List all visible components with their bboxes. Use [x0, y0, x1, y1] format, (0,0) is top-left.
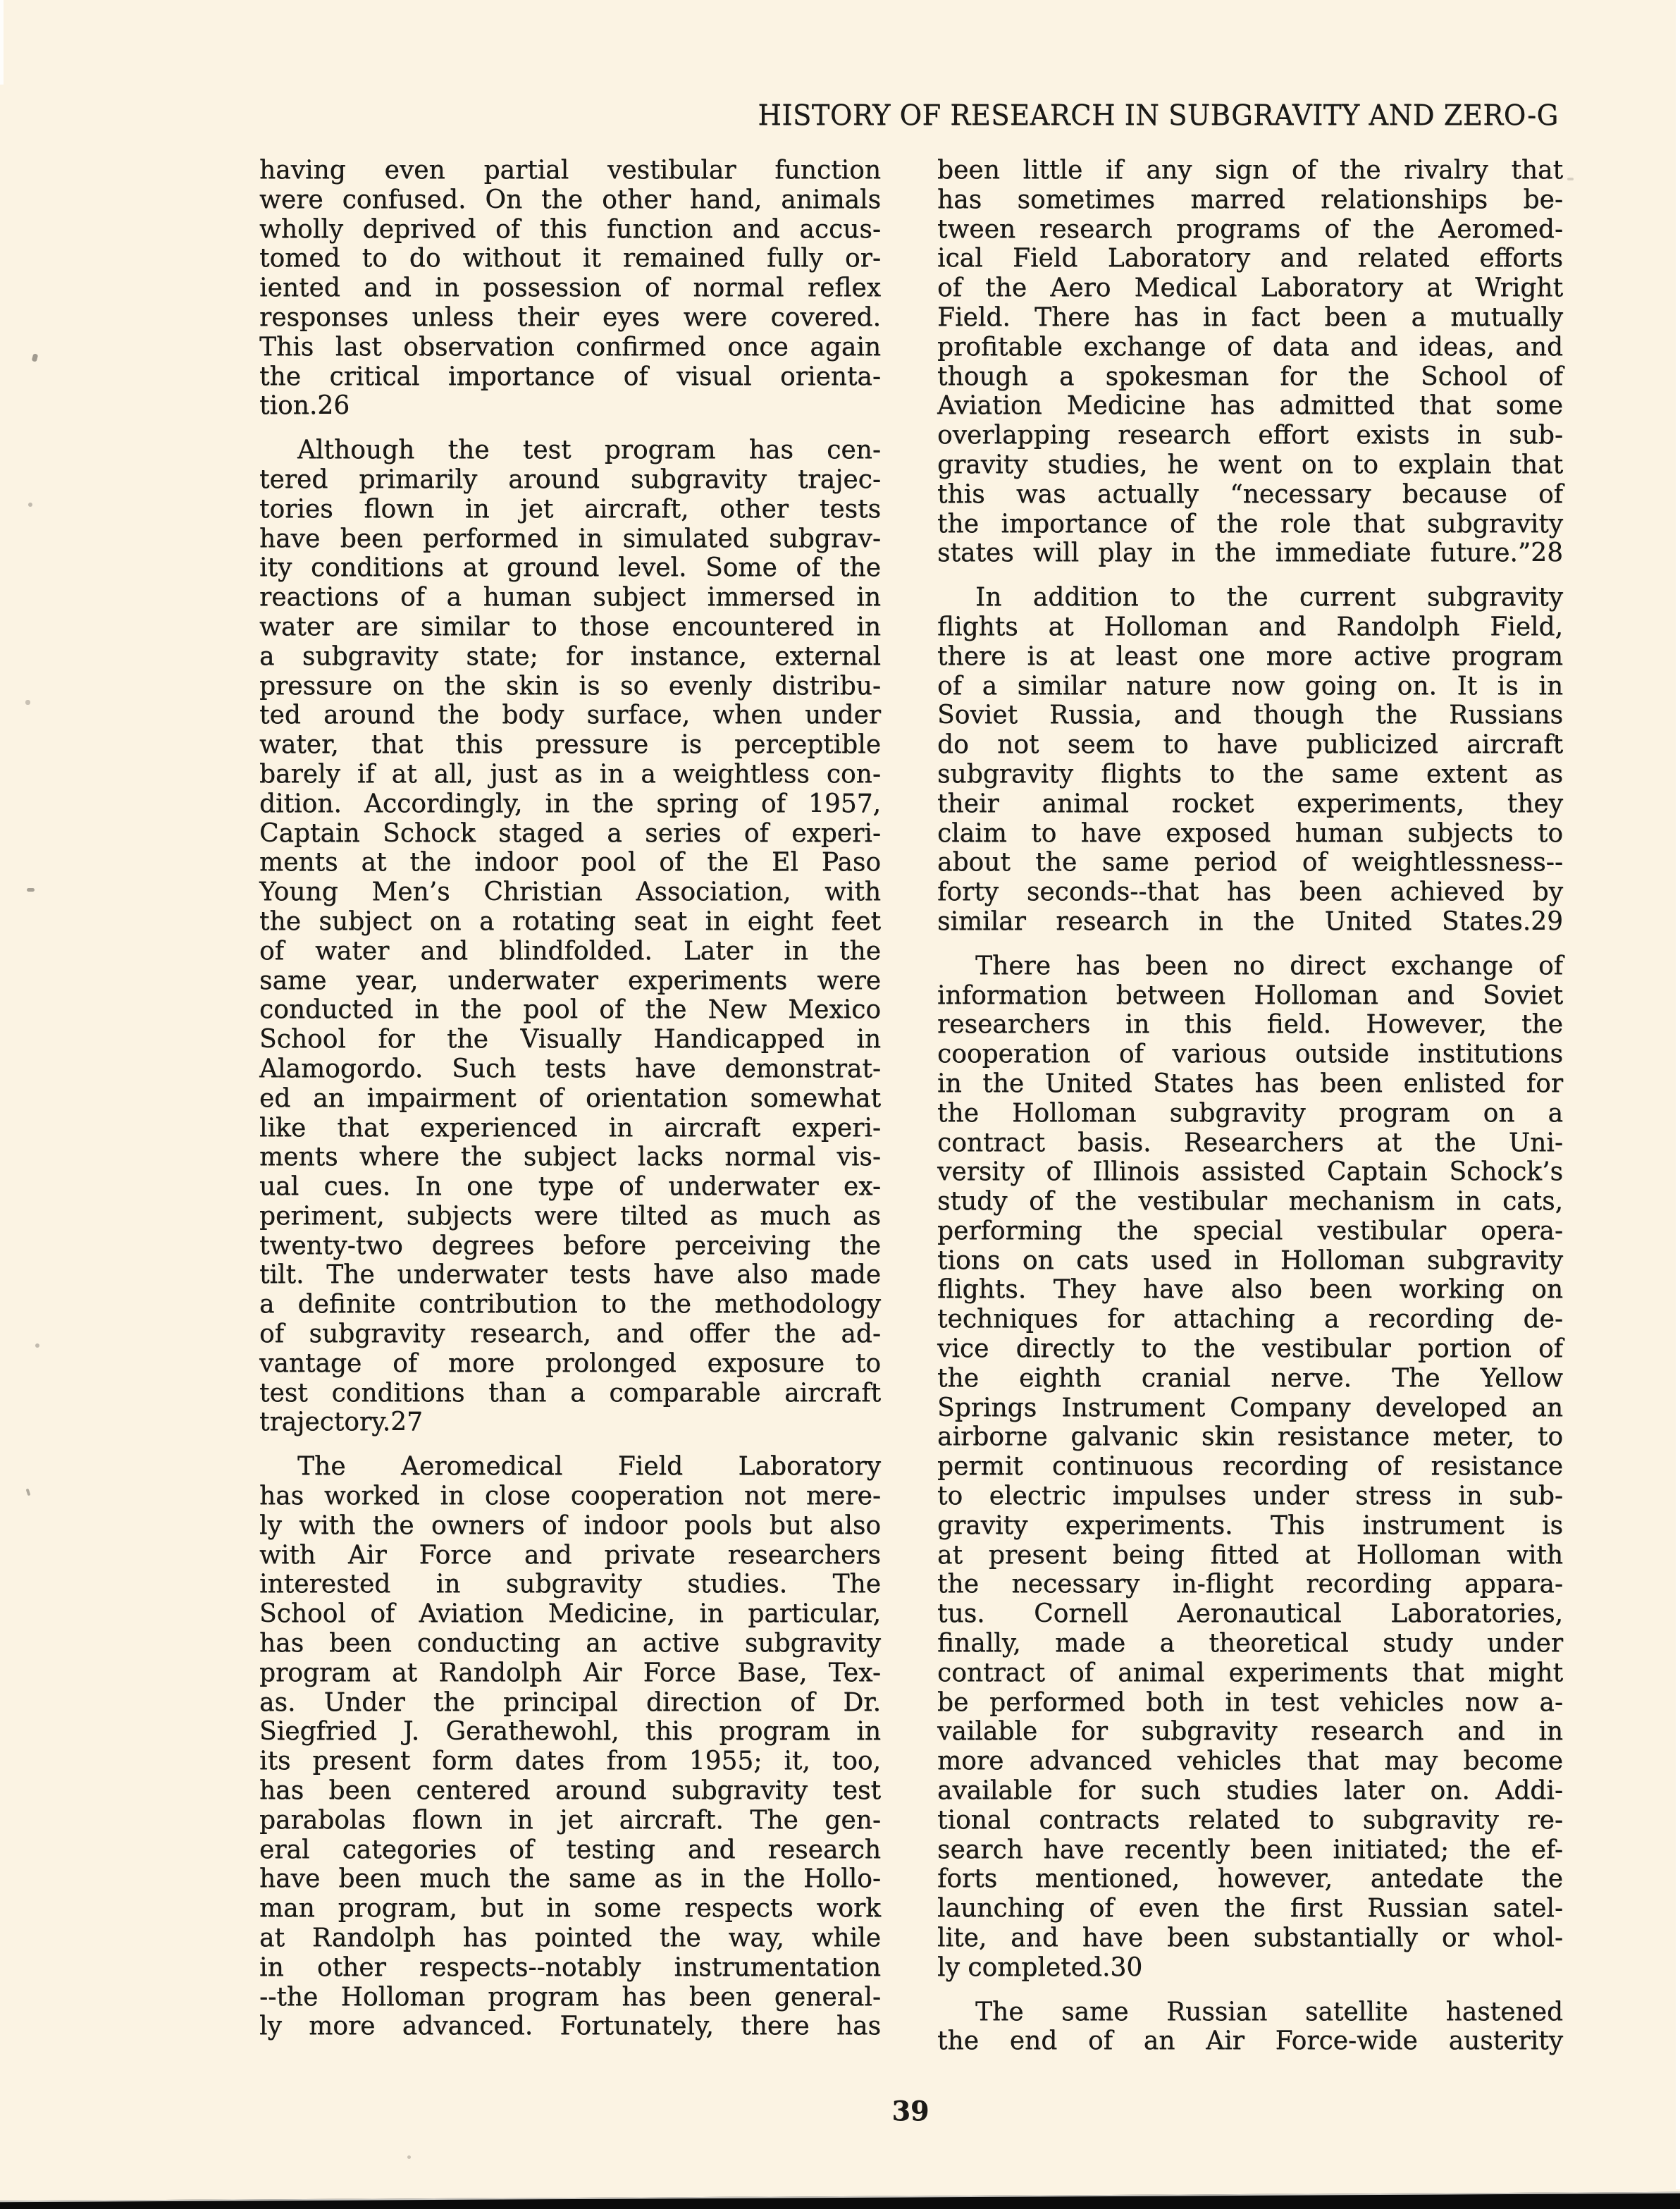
text-line: techniques for attaching a recording de- — [937, 1305, 1563, 1334]
scan-speck — [27, 888, 35, 892]
text-line: in other respects--notably instrumentation — [259, 1952, 881, 1982]
scan-speck — [1567, 178, 1574, 180]
text-line: do not seem to have publicized aircraft — [937, 730, 1563, 760]
scan-speck — [28, 503, 32, 507]
text-line: a subgravity state; for instance, external — [259, 641, 881, 671]
text-line: tional contracts related to subgravity re- — [937, 1805, 1563, 1835]
text-line: profitable exchange of data and ideas, and — [937, 332, 1563, 362]
scan-speck — [35, 1343, 39, 1348]
text-line: same year, underwater experiments were — [259, 966, 881, 995]
text-line: Soviet Russia, and though the Russians — [937, 701, 1563, 730]
paragraph — [937, 583, 1563, 937]
text-line: Springs Instrument Company developed an — [937, 1393, 1563, 1422]
text-line: ly with the owners of indoor pools but also — [259, 1510, 881, 1540]
running-header: HISTORY OF RESEARCH IN SUBGRAVITY AND ZERO-G — [758, 99, 1559, 132]
text-line: have been much the same as in the Hollo- — [259, 1864, 881, 1894]
text-line: the critical importance of visual orienta- — [259, 362, 881, 391]
text-line: has sometimes marred relationships be- — [937, 185, 1563, 214]
text-line: there is at least one more active program — [937, 641, 1563, 671]
text-line: twenty-two degrees before perceiving the — [259, 1231, 881, 1260]
text-line: The Aeromedical Field Laboratory — [297, 1452, 881, 1482]
text-line: Aviation Medicine has admitted that some — [937, 391, 1563, 421]
text-line: airborne galvanic skin resistance meter, to — [937, 1422, 1563, 1452]
text-line: of a similar nature now going on. It is in — [937, 671, 1563, 701]
text-line: like that experienced in aircraft experi- — [259, 1113, 881, 1143]
text-line: forty seconds--that has been achieved by — [937, 878, 1563, 907]
text-line: parabolas flown in jet aircraft. The gen- — [259, 1805, 881, 1835]
text-line: tomed to do without it remained fully or- — [259, 244, 881, 273]
text-line: the importance of the role that subgravity — [937, 509, 1563, 539]
scan-edge-band — [0, 2192, 1680, 2209]
scan-speck — [407, 2155, 411, 2159]
paragraph — [937, 952, 1563, 1983]
text-line: available for such studies later on. Addi- — [937, 1776, 1563, 1806]
text-line: conducted in the pool of the New Mexico — [259, 995, 881, 1025]
text-line: water are similar to those encountered in — [259, 612, 881, 641]
paragraph — [259, 436, 881, 1437]
text-line: tilt. The underwater tests have also made — [259, 1260, 881, 1290]
text-line: ly completed.30 — [937, 1952, 1143, 1982]
text-line: cooperation of various outside institutions — [937, 1040, 1563, 1069]
text-line: This last observation confirmed once again — [259, 332, 881, 362]
text-line: been little if any sign of the rivalry that — [937, 156, 1563, 185]
text-line: information between Holloman and Soviet — [937, 980, 1563, 1010]
text-line: of the Aero Medical Laboratory at Wright — [937, 273, 1563, 303]
text-line: Captain Schock staged a series of experi- — [259, 818, 881, 848]
text-line: dition. Accordingly, in the spring of 1957, — [259, 789, 881, 818]
text-line: the end of an Air Force-wide austerity — [937, 2026, 1563, 2056]
text-line: ly more advanced. Fortunately, there has — [259, 2012, 881, 2041]
text-line: School for the Visually Handicapped in — [259, 1025, 881, 1054]
text-line: ity conditions at ground level. Some of the — [259, 553, 881, 583]
text-line: School of Aviation Medicine, in particular, — [259, 1599, 881, 1629]
text-line: launching of even the first Russian satel- — [937, 1894, 1563, 1924]
text-line: trajectory.27 — [259, 1408, 423, 1437]
page-edge-left — [0, 0, 4, 85]
text-line: pressure on the skin is so evenly distribu- — [259, 671, 881, 701]
text-line: having even partial vestibular function — [259, 156, 881, 185]
right-column — [937, 156, 1563, 2056]
text-line: Although the test program has cen- — [297, 436, 881, 465]
text-line: The same Russian satellite hastened — [975, 1997, 1563, 2026]
text-line: to electric impulses under stress in sub- — [937, 1482, 1563, 1511]
text-line: contract of animal experiments that might — [937, 1658, 1563, 1687]
text-line: have been performed in simulated subgrav- — [259, 524, 881, 553]
text-line: Young Men’s Christian Association, with — [259, 878, 881, 907]
scan-speck — [25, 700, 30, 705]
text-line: about the same period of weightlessness-- — [937, 848, 1563, 878]
text-line: of water and blindfolded. Later in the — [259, 936, 881, 966]
scan-speck — [26, 1489, 31, 1496]
text-line: man program, but in some respects work — [259, 1894, 881, 1924]
text-line: states will play in the immediate future.”28 — [937, 539, 1563, 568]
text-line: study of the vestibular mechanism in cats, — [937, 1187, 1563, 1217]
text-line: wholly deprived of this function and accus- — [259, 214, 881, 244]
paragraph — [259, 156, 881, 421]
text-line: the subject on a rotating seat in eight feet — [259, 906, 881, 936]
text-line: claim to have exposed human subjects to — [937, 818, 1563, 848]
text-line: performing the special vestibular opera- — [937, 1216, 1563, 1245]
text-line: tered primarily around subgravity trajec- — [259, 464, 881, 494]
text-line: vice directly to the vestibular portion of — [937, 1334, 1563, 1364]
text-line: search have recently been initiated; the ef- — [937, 1835, 1563, 1864]
text-line: gravity experiments. This instrument is — [937, 1510, 1563, 1540]
text-line: tories flown in jet aircraft, other tests — [259, 494, 881, 524]
text-line: be performed both in test vehicles now a- — [937, 1687, 1563, 1717]
text-line: lite, and have been substantially or whol- — [937, 1924, 1563, 1953]
text-line: There has been no direct exchange of — [975, 951, 1563, 980]
text-line: their animal rocket experiments, they — [937, 789, 1563, 818]
text-line: ments where the subject lacks normal vis- — [259, 1143, 881, 1172]
text-line: its present form dates from 1955; it, too, — [259, 1747, 881, 1776]
text-line: forts mentioned, however, antedate the — [937, 1864, 1563, 1894]
text-line: program at Randolph Air Force Base, Tex- — [259, 1658, 881, 1687]
text-line: of subgravity research, and offer the ad- — [259, 1319, 881, 1349]
text-line: Alamogordo. Such tests have demonstrat- — [259, 1054, 881, 1083]
text-line: a definite contribution to the methodology — [259, 1290, 881, 1319]
text-line: tween research programs of the Aeromed- — [937, 214, 1563, 244]
text-line: similar research in the United States.29 — [937, 906, 1563, 936]
text-line: ments at the indoor pool of the El Paso — [259, 848, 881, 878]
text-line: at Randolph has pointed the way, while — [259, 1924, 881, 1953]
text-line: this was actually “necessary because of — [937, 479, 1563, 509]
text-line: reactions of a human subject immersed in — [259, 583, 881, 613]
text-line: versity of Illinois assisted Captain Schock’s — [937, 1157, 1563, 1187]
text-line: flights. They have also been working on — [937, 1275, 1563, 1305]
text-line: responses unless their eyes were covered. — [259, 302, 881, 332]
text-line: Siegfried J. Gerathewohl, this program in — [259, 1717, 881, 1747]
text-line: --the Holloman program has been general- — [259, 1982, 881, 2012]
text-line: vantage of more prolonged exposure to — [259, 1348, 881, 1378]
text-line: ted around the body surface, when under — [259, 701, 881, 730]
text-line: overlapping research effort exists in sub- — [937, 421, 1563, 450]
paragraph — [259, 1452, 881, 2041]
text-line: has been centered around subgravity test — [259, 1776, 881, 1806]
text-line: test conditions than a comparable aircraft — [259, 1378, 881, 1408]
text-line: in the United States has been enlisted for — [937, 1069, 1563, 1098]
text-line: barely if at all, just as in a weightless con- — [259, 759, 881, 789]
text-line: eral categories of testing and research — [259, 1835, 881, 1864]
text-line: finally, made a theoretical study under — [937, 1629, 1563, 1659]
text-line: the necessary in-flight recording appara- — [937, 1570, 1563, 1599]
text-line: gravity studies, he went on to explain that — [937, 450, 1563, 479]
text-line: ical Field Laboratory and related efforts — [937, 244, 1563, 273]
text-line: water, that this pressure is perceptible — [259, 730, 881, 760]
page-edge-right — [1676, 0, 1680, 2189]
text-line: at present being fitted at Holloman with — [937, 1540, 1563, 1570]
text-line: the Holloman subgravity program on a — [937, 1098, 1563, 1128]
text-line: iented and in possession of normal reflex — [259, 273, 881, 303]
text-line: the eighth cranial nerve. The Yellow — [937, 1363, 1563, 1393]
text-line: ed an impairment of orientation somewhat — [259, 1083, 881, 1113]
text-line: periment, subjects were tilted as much as — [259, 1201, 881, 1231]
text-line: tus. Cornell Aeronautical Laboratories, — [937, 1599, 1563, 1629]
paragraph — [937, 156, 1563, 568]
text-line: contract basis. Researchers at the Uni- — [937, 1128, 1563, 1157]
text-line: subgravity flights to the same extent as — [937, 759, 1563, 789]
page-number: 39 — [891, 2095, 929, 2127]
text-line: permit continuous recording of resistance — [937, 1452, 1563, 1482]
scan-speck — [32, 353, 39, 362]
text-line: flights at Holloman and Randolph Field, — [937, 612, 1563, 641]
text-line: with Air Force and private researchers — [259, 1540, 881, 1570]
text-line: interested in subgravity studies. The — [259, 1570, 881, 1599]
text-line: tion.26 — [259, 391, 350, 421]
paragraph — [937, 1998, 1563, 2057]
text-line: tions on cats used in Holloman subgravity — [937, 1245, 1563, 1275]
text-line: as. Under the principal direction of Dr. — [259, 1687, 881, 1717]
text-line: ual cues. In one type of underwater ex- — [259, 1172, 881, 1202]
text-line: researchers in this field. However, the — [937, 1010, 1563, 1040]
text-line: though a spokesman for the School of — [937, 362, 1563, 391]
text-line: were confused. On the other hand, animals — [259, 185, 881, 214]
text-line: In addition to the current subgravity — [975, 583, 1563, 613]
text-line: Field. There has in fact been a mutually — [937, 302, 1563, 332]
text-line: more advanced vehicles that may become — [937, 1747, 1563, 1776]
text-line: vailable for subgravity research and in — [937, 1717, 1563, 1747]
text-line: has been conducting an active subgravity — [259, 1629, 881, 1659]
text-line: has worked in close cooperation not mere- — [259, 1482, 881, 1511]
left-column — [259, 156, 881, 2041]
